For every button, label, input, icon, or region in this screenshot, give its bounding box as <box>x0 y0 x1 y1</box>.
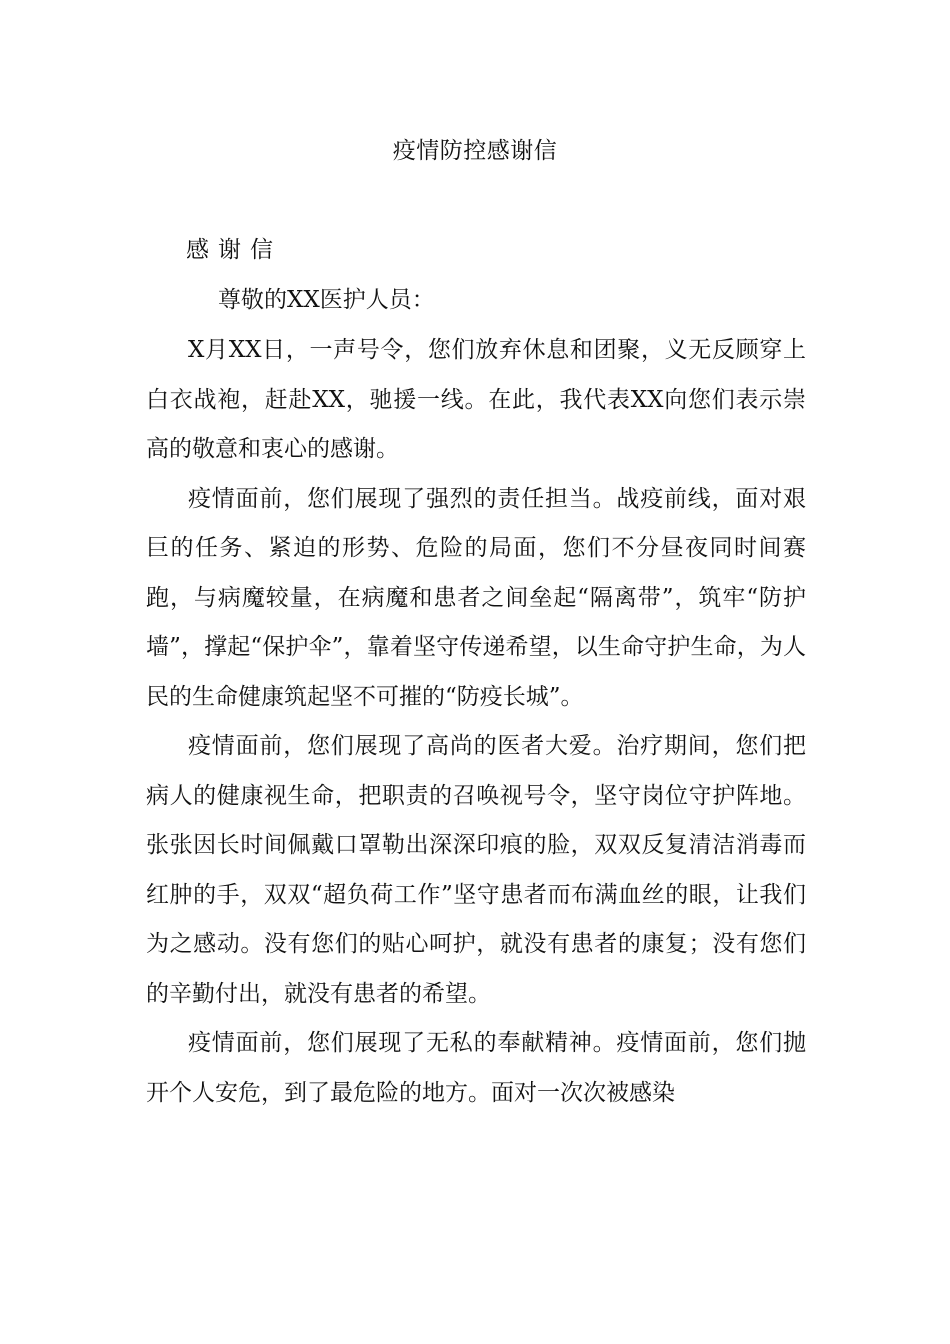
paragraph: 疫情面前，您们展现了无私的奉献精神。疫情面前，您们抛开个人安危，到了最危险的地方。面对一次次被感染 <box>146 1030 806 1106</box>
heading-char: 感 <box>186 237 209 263</box>
salutation: 尊敬的XX医护人员： <box>218 287 435 313</box>
paragraph: 疫情面前，您们展现了强烈的责任担当。战疫前线，面对艰巨的任务、紧迫的形势、危险的局面，您们不分昼夜同时间赛跑，与病魔较量，在病魔和患者之间垒起“隔离带”，筑牢“防护墙”，撑起“保护伞”，靠着坚守传递希望，以生命守护生命，为人民的生命健康筑起坚不可摧的“防疫长城”。 <box>146 485 806 710</box>
letter-body <box>146 326 806 1118</box>
document-title: 疫情防控感谢信 <box>392 138 558 164</box>
heading-char: 谢 <box>218 237 241 263</box>
heading-char: 信 <box>250 237 273 263</box>
paragraph: 疫情面前，您们展现了高尚的医者大爱。治疗期间，您们把病人的健康视生命，把职责的召唤视号令，坚守岗位守护阵地。张张因长时间佩戴口罩勒出深深印痕的脸，双双反复清洁消毒而红肿的手，双双“超负荷工作”坚守患者而布满血丝的眼，让我们为之感动。没有您们的贴心呵护，就没有患者的康复；没有您们的辛勤付出，就没有患者的希望。 <box>146 733 806 1007</box>
letter-heading <box>186 232 282 268</box>
paragraph: X月XX日，一声号令，您们放弃休息和团聚，义无反顾穿上白衣战袍，赶赴XX，驰援一线。在此，我代表XX向您们表示崇高的敬意和衷心的感谢。 <box>146 337 806 462</box>
